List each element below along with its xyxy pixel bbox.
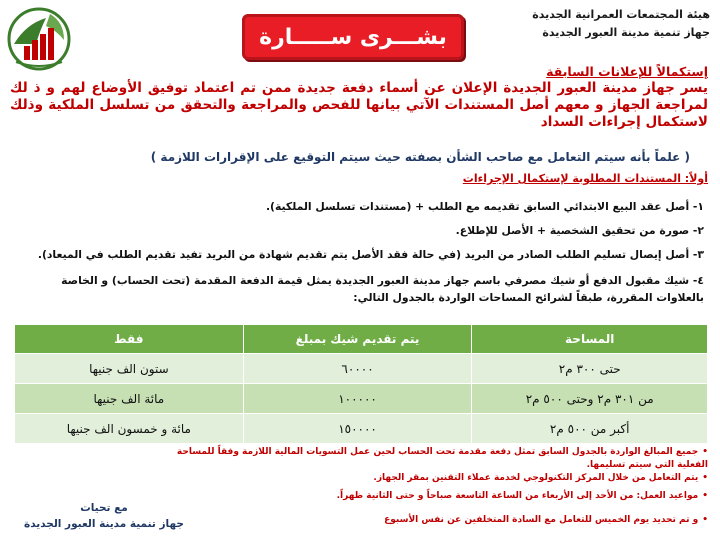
note-text: جميع المبالغ الواردة بالجدول السابق تمثل دفعة مقدمة تحت الحساب لحين عمل التسويات المالية اللازمة وفقاً للمساحة الفعلية التي سيتم تسليمها.: [176, 447, 708, 470]
signature-note: ( علماً بأنه سيتم التعامل مع صاحب الشأن بصفته حيث سيتم التوقيع على الإقرارات اللازمة ): [150, 150, 690, 164]
signature-block: [14, 500, 194, 532]
note-item: [150, 490, 708, 503]
amount-cell: ١٥٠٠٠٠: [243, 414, 472, 444]
amount-cell: ٦٠٠٠٠: [243, 354, 472, 384]
requirements-title: أولاً: المستندات المطلوبة لإستكمال الإجراءات: [462, 172, 708, 185]
table-row: [15, 414, 708, 444]
signature-org: جهاز تنمية مدينة العبور الجديدة: [24, 518, 184, 530]
signature-greeting: مع تحيات: [80, 502, 128, 514]
area-cell: حتى ٣٠٠ م٢: [472, 354, 708, 384]
table-row: [15, 354, 708, 384]
requirement-item-4: ٤- شيك مقبول الدفع أو شيك مصرفي باسم جهاز مدينة العبور الجديدة يمثل قيمة الدفعة المقدمة (تحت الحساب) و الخاصة بالعلاوات المقررة، طبقاً لشرائح المساحات الواردة بالجدول التالي:: [61, 274, 704, 304]
column-header-area: المساحة: [472, 325, 708, 354]
column-header-amount: يتم تقديم شيك بمبلغ: [243, 325, 472, 354]
authority-logo: [6, 4, 72, 74]
note-text: مواعيد العمل: من الأحد إلى الأربعاء من الساعة التاسعة صباحاً و حتى الثانية ظهراً.: [336, 491, 699, 501]
note-item: [150, 446, 708, 472]
badge-text: بشـــرى ســـــارة: [259, 24, 447, 50]
amount-words-cell: مائة و خمسون الف جنيها: [15, 414, 244, 444]
logo-graphic: [6, 4, 72, 74]
bullet-icon: •: [702, 491, 708, 501]
amount-cell: ١٠٠٠٠٠: [243, 384, 472, 414]
requirement-item-2: ٢- صورة من تحقيق الشخصية + الأصل للإطلاع.: [455, 224, 704, 237]
org-name: هيئة المجتمعات العمرانية الجديدة: [532, 8, 710, 21]
table-row: [15, 384, 708, 414]
requirement-item-3: ٣- أصل إيصال تسليم الطلب الصادر من البريد (في حالة فقد الأصل يتم تقديم شهادة من البريد تفيد تقديم الطلب في الميعاد).: [37, 248, 704, 261]
payment-table: [14, 324, 708, 444]
bullet-icon: •: [702, 515, 708, 525]
note-text: يتم التعامل من خلال المركز التكنولوجي لخدمة عملاء التقنين بمقر الجهاز.: [373, 473, 699, 483]
area-cell: من ٣٠١ م٢ وحتى ٥٠٠ م٢: [472, 384, 708, 414]
note-item: [150, 472, 708, 485]
bullet-icon: •: [702, 447, 708, 457]
note-item: [150, 514, 708, 527]
table-header-row: [15, 325, 708, 354]
requirement-item-1: ١- أصل عقد البيع الابتدائي السابق تقديمه مع الطلب + (مستندات تسلسل الملكية).: [265, 200, 704, 213]
announcement-text: يسر جهاز مدينة العبور الجديدة الإعلان عن أسماء دفعة جديدة ممن تم اعتماد توفيق الأوضاع لهم و ذ لك لمراجعة الجهاز و معهم أصل المستندات الآتي بيانها للفحص والمراجعة والتحقق من تسلسل الملكية وذلك لاستكمال إجراءات السداد: [10, 80, 708, 130]
org-department: جهاز تنمية مدينة العبور الجديدة: [542, 26, 710, 39]
bullet-icon: •: [702, 473, 708, 483]
section-title: إستكمالاً للإعلانات السابقة: [546, 64, 708, 79]
column-header-words: فقط: [15, 325, 244, 354]
amount-words-cell: مائة الف جنيها: [15, 384, 244, 414]
area-cell: أكبر من ٥٠٠ م٢: [472, 414, 708, 444]
note-text: و تم تحديد يوم الخميس للتعامل مع السادة المتخلفين عن نفس الأسبوع: [384, 515, 699, 525]
amount-words-cell: ستون الف جنيها: [15, 354, 244, 384]
organization-header: [510, 6, 710, 42]
good-news-badge: [242, 14, 464, 60]
